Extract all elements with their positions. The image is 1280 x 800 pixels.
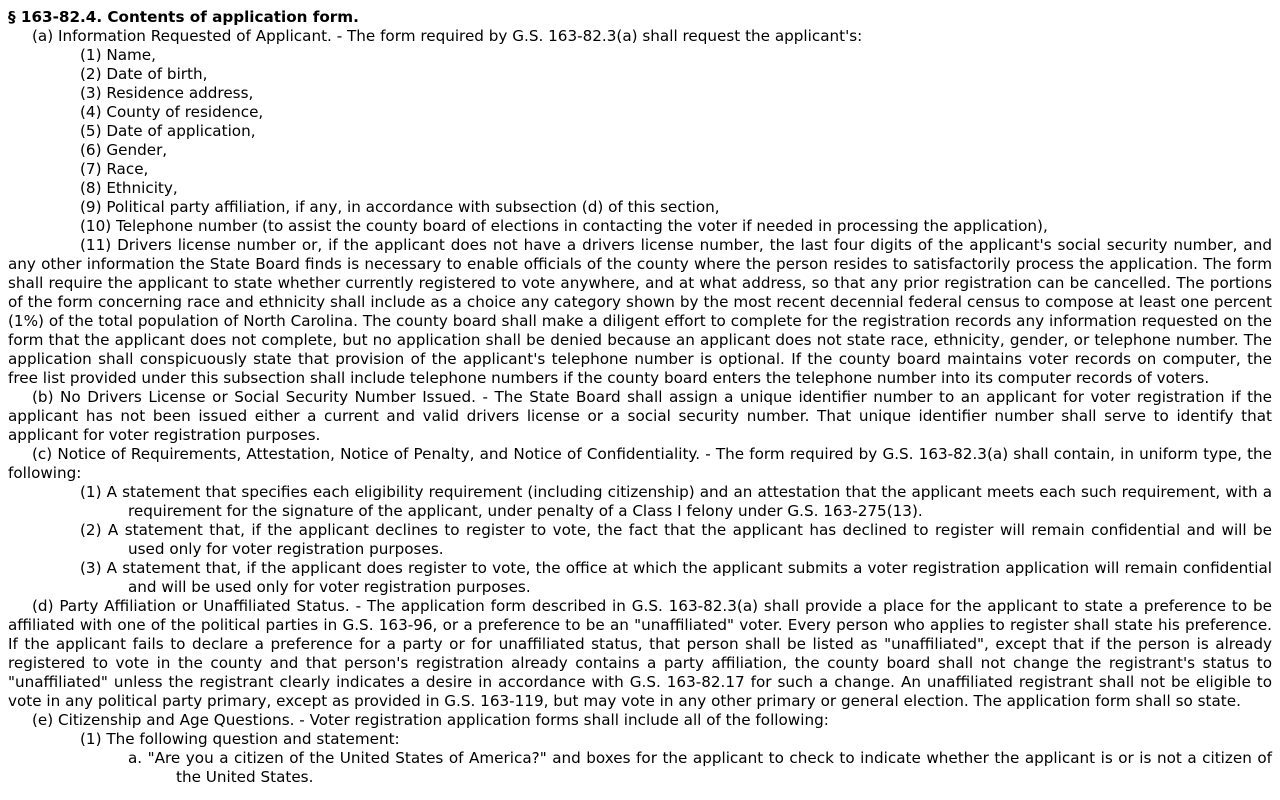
list-item: (1) Name, — [80, 46, 156, 64]
list-item: (1) A statement that specifies each eligibility requirement (including citizenship) and an attestation that the applicant meets each such requirement, with a requirement for the signature of the applicant, under penalty of a Class I felony under G.S. 163-275(13). — [80, 483, 1272, 520]
list-item: (5) Date of application, — [80, 122, 256, 140]
list-item: (9) Political party affiliation, if any, in accordance with subsection (d) of this section, — [80, 198, 720, 216]
list-item: (2) Date of birth, — [80, 65, 208, 83]
subsection-e-intro: (e) Citizenship and Age Questions. - Voter registration application forms shall include all of the following: — [32, 711, 829, 729]
section-title: § 163-82.4. Contents of application form. — [8, 8, 359, 26]
subsection-b: (b) No Drivers License or Social Security Number Issued. - The State Board shall assign a unique identifier number to an applicant for voter registration if the applicant has not been issued either a current and valid drivers license or a social security number. That unique identifier number shall serve to identify that applicant for voter registration purposes. — [8, 388, 1272, 444]
subsection-a-intro: (a) Information Requested of Applicant. - The form required by G.S. 163-82.3(a) shall request the applicant's: — [32, 27, 863, 45]
list-item: (4) County of residence, — [80, 103, 264, 121]
list-item: (3) A statement that, if the applicant does register to vote, the office at which the applicant submits a voter registration application will remain confidential and will be used only for voter registration purposes. — [80, 559, 1272, 596]
list-item: (7) Race, — [80, 160, 149, 178]
subsection-d: (d) Party Affiliation or Unaffiliated Status. - The application form described in G.S. 163-82.3(a) shall provide a place for the applicant to state a preference to be affiliated with one of the political parties in G.S. 163-96, or a preference to be an "unaffiliated" voter. Every person who applies to register shall state his preference. If the applicant fails to declare a preference for a party or for unaffiliated status, that person shall be listed as "unaffiliated", except that if the person is already registered to vote in the county and that person's registration already contains a party affiliation, the county board shall not change the registrant's status to "unaffiliated" unless the registrant clearly indicates a desire in accordance with G.S. 163-82.17 for such a change. An unaffiliated registrant shall not be eligible to vote in any political party primary, except as provided in G.S. 163-119, but may vote in any other primary or general election. The application form shall so state. — [8, 597, 1272, 710]
list-item: (3) Residence address, — [80, 84, 254, 102]
list-item: (6) Gender, — [80, 141, 168, 159]
list-item: (8) Ethnicity, — [80, 179, 178, 197]
subsection-c-intro: (c) Notice of Requirements, Attestation, Notice of Penalty, and Notice of Confidentiality. - The form required by G.S. 163-82.3(a) shall contain, in uniform type, the following: — [8, 445, 1272, 482]
list-item: (2) A statement that, if the applicant declines to register to vote, the fact that the applicant has declined to register will remain confidential and will be used only for voter registration purposes. — [80, 521, 1272, 558]
list-item: (1) The following question and statement: — [80, 730, 400, 748]
list-item: a. "Are you a citizen of the United States of America?" and boxes for the applicant to check to indicate whether the applicant is or is not a citizen of the United States. — [128, 749, 1272, 786]
list-item: (10) Telephone number (to assist the county board of elections in contacting the voter if needed in processing the application), — [80, 217, 1048, 235]
list-item-11-paragraph: (11) Drivers license number or, if the applicant does not have a drivers license number, the last four digits of the applicant's social security number, and any other information the State Board finds is necessary to enable officials of the county where the person resides to satisfactorily process the application. The form shall require the applicant to state whether currently registered to vote anywhere, and at what address, so that any prior registration can be cancelled. The portions of the form concerning race and ethnicity shall include as a choice any category shown by the most recent decennial federal census to compose at least one percent (1%) of the total population of North Carolina. The county board shall make a diligent effort to complete for the registration records any information requested on the form that the applicant does not complete, but no application shall be denied because an applicant does not state race, ethnicity, gender, or telephone number. The application shall conspicuously state that provision of the applicant's telephone number is optional. If the county board maintains voter records on computer, the free list provided under this subsection shall include telephone numbers if the county board enters the telephone number into its computer records of voters. — [8, 236, 1272, 387]
